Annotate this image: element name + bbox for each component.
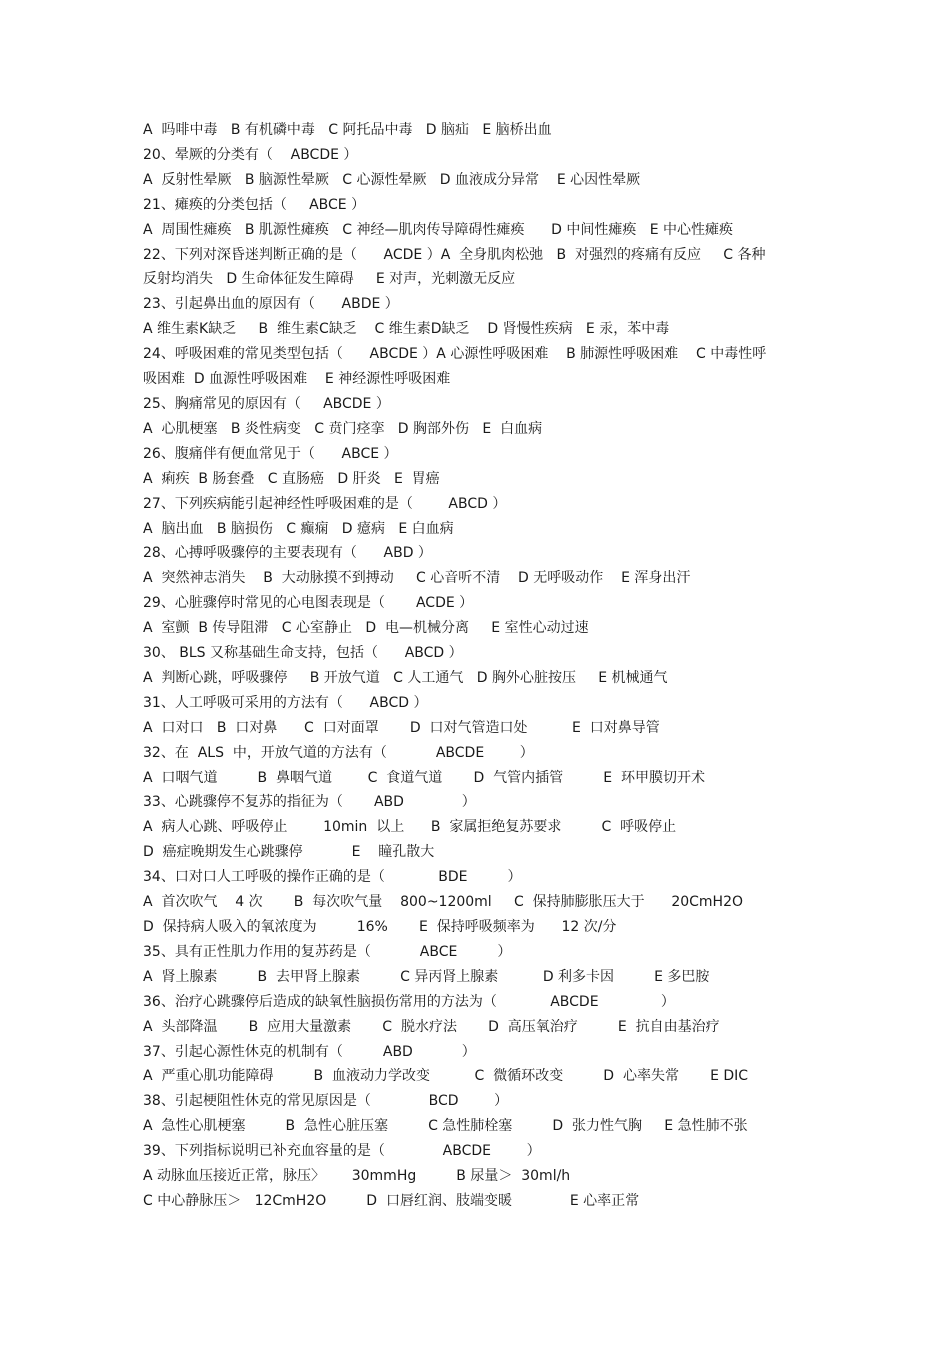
option-line-q19: A 吗啡中毒 B 有机磷中毒 C 阿托品中毒 D 脑疝 E 脑桥出血	[143, 122, 552, 138]
option-line-q38: A 急性心肌梗塞 B 急性心脏压塞 C 急性肺栓塞 D 张力性气胸 E 急性肺不张	[143, 1118, 748, 1135]
option-line-q39-b: C 中心静脉压＞ 12CmH2O D 口唇红润、肢端变暖 E 心率正常	[143, 1192, 640, 1209]
question-35: 35、具有正性肌力作用的复苏药是（ ABCE ）	[143, 943, 512, 960]
question-30: 30、 BLS 又称基础生命支持，包括（ ABCD ）	[143, 645, 463, 662]
option-line-q33-a: A 病人心跳、呼吸停止 10min 以上 B 家属拒绝复苏要求 C 呼吸停止	[143, 819, 677, 836]
option-line-q33-b: D 癌症晚期发生心跳骤停 E 瞳孔散大	[143, 844, 435, 861]
question-22: 22、下列对深昏迷判断正确的是（ ACDE ）A 全身肌肉松弛 B 对强烈的疼痛有反应 C 各种	[143, 246, 766, 263]
question-25: 25、胸痛常见的原因有（ ABCDE ）	[143, 395, 390, 412]
option-line-q26: A 痢疾 B 肠套叠 C 直肠癌 D 肝炎 E 胃癌	[143, 470, 440, 487]
question-28: 28、心搏呼吸骤停的主要表现有（ ABD ）	[143, 545, 432, 562]
option-line-q27: A 脑出血 B 脑损伤 C 癫痫 D 癔病 E 白血病	[143, 520, 454, 537]
option-line-q36: A 头部降温 B 应用大量激素 C 脱水疗法 D 高压氧治疗 E 抗自由基治疗	[143, 1018, 720, 1035]
question-34: 34、口对口人工呼吸的操作正确的是（ BDE ）	[143, 869, 522, 886]
question-24: 24、呼吸困难的常见类型包括（ ABCDE ）A 心源性呼吸困难 B 肺源性呼吸困难 C 中毒性呼	[143, 346, 767, 363]
question-27: 27、下列疾病能引起神经性呼吸困难的是（ ABCD ）	[143, 495, 507, 512]
question-29: 29、心脏骤停时常见的心电图表现是（ ACDE ）	[143, 595, 474, 612]
option-line-q34-a: A 首次吹气 4 次 B 每次吹气量 800~1200ml C 保持肺膨胀压大于 20CmH2O	[143, 894, 744, 911]
question-32: 32、在 ALS 中，开放气道的方法有（ ABCDE ）	[143, 744, 534, 761]
question-20: 20、晕厥的分类有（ ABCDE ）	[143, 146, 358, 163]
question-38: 38、引起梗阻性休克的常见原因是（ BCD ）	[143, 1093, 509, 1110]
option-line-q21: A 周围性瘫痪 B 肌源性瘫痪 C 神经—肌肉传导障碍性瘫痪 D 中间性瘫痪 E 中心性瘫痪	[143, 221, 734, 238]
question-36: 36、治疗心跳骤停后造成的缺氧性脑损伤常用的方法为（ ABCDE ）	[143, 993, 675, 1010]
option-line-q34-b: D 保持病人吸入的氧浓度为 16% E 保持呼吸频率为 12 次/分	[143, 919, 617, 935]
option-line-q25: A 心肌梗塞 B 炎性病变 C 贲门痉挛 D 胸部外伤 E 白血病	[143, 420, 543, 437]
option-line-q39-a: A 动脉血压接近正常，脉压〉 30mmHg B 尿量＞ 30ml/h	[143, 1168, 571, 1185]
option-line-q28: A 突然神志消失 B 大动脉摸不到搏动 C 心音听不清 D 无呼吸动作 E 浑身出汗	[143, 570, 691, 587]
option-line-q37: A 严重心肌功能障碍 B 血液动力学改变 C 微循环改变 D 心率失常 E DIC	[143, 1068, 749, 1085]
option-line-q29: A 室颤 B 传导阻滞 C 心室静止 D 电—机械分离 E 室性心动过速	[143, 620, 589, 637]
question-22-continued: 反射均消失 D 生命体征发生障碍 E 对声，光刺激无反应	[143, 271, 516, 288]
question-33: 33、心跳骤停不复苏的指征为（ ABD ）	[143, 794, 476, 811]
option-line-q32: A 口咽气道 B 鼻咽气道 C 食道气道 D 气管内插管 E 环甲膜切开术	[143, 769, 705, 786]
option-line-q20: A 反射性晕厥 B 脑源性晕厥 C 心源性晕厥 D 血液成分异常 E 心因性晕厥	[143, 171, 641, 188]
question-26: 26、腹痛伴有便血常见于（ ABCE ）	[143, 445, 398, 462]
question-31: 31、人工呼吸可采用的方法有（ ABCD ）	[143, 694, 428, 711]
option-line-q23: A 维生素K缺乏 B 维生素C缺乏 C 维生素D缺乏 D 肾慢性疾病 E 汞，苯中毒	[143, 321, 670, 338]
option-line-q30: A 判断心跳，呼吸骤停 B 开放气道 C 人工通气 D 胸外心脏按压 E 机械通气	[143, 669, 668, 686]
question-39: 39、下列指标说明已补充血容量的是（ ABCDE ）	[143, 1143, 541, 1160]
question-37: 37、引起心源性休克的机制有（ ABD ）	[143, 1043, 476, 1060]
question-24-continued: 吸困难 D 血源性呼吸困难 E 神经源性呼吸困难	[143, 371, 451, 388]
question-23: 23、引起鼻出血的原因有（ ABDE ）	[143, 296, 399, 313]
option-line-q35: A 肾上腺素 B 去甲肾上腺素 C 异丙肾上腺素 D 利多卡因 E 多巴胺	[143, 968, 710, 985]
option-line-q31: A 口对口 B 口对鼻 C 口对面罩 D 口对气管造口处 E 口对鼻导管	[143, 719, 660, 736]
question-21: 21、瘫痪的分类包括（ ABCE ）	[143, 196, 366, 213]
